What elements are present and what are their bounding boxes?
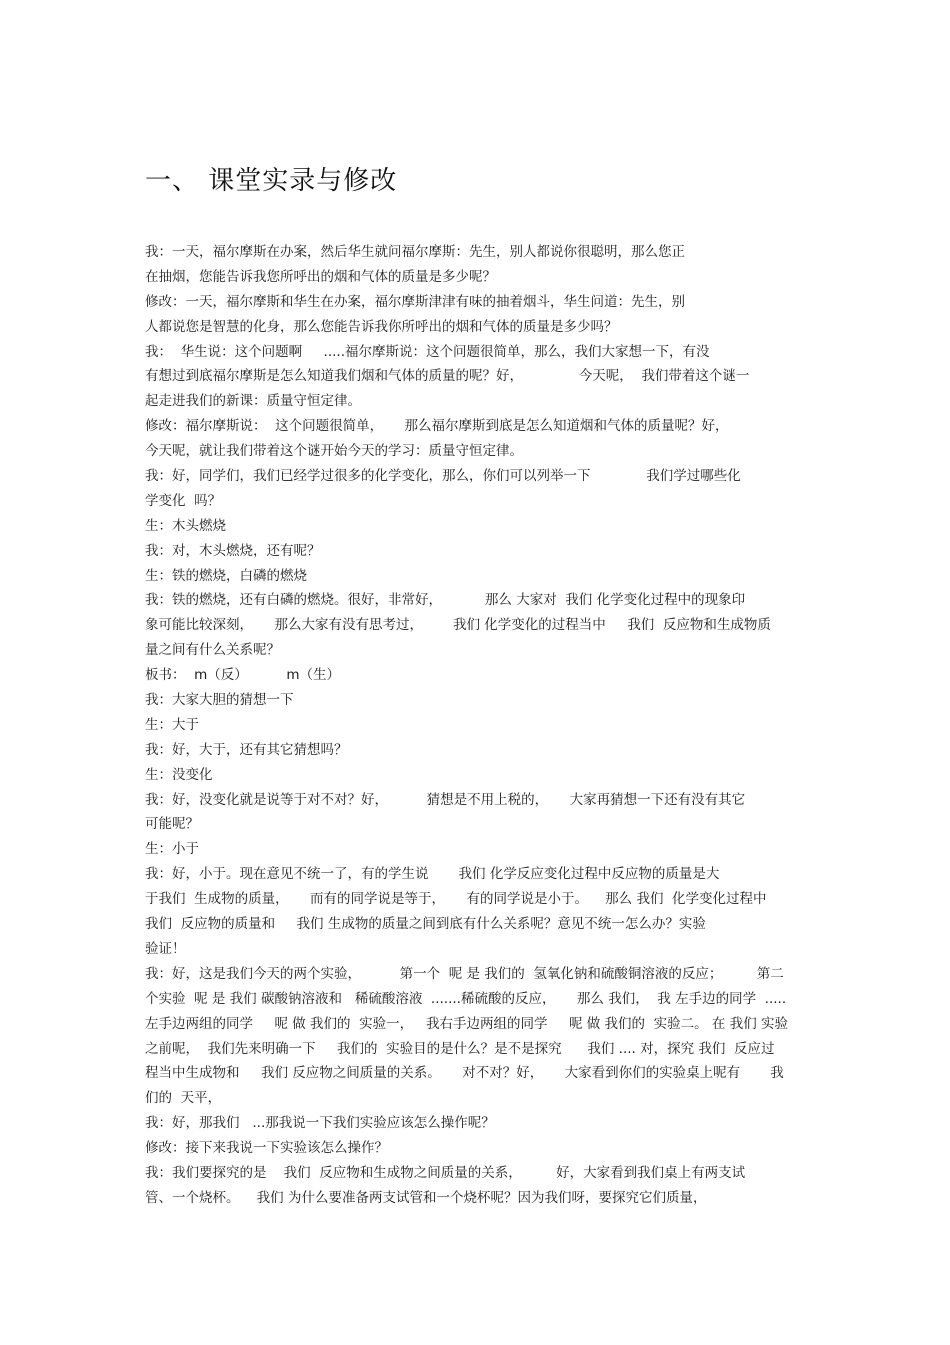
text-line: 我：好，大于，还有其它猜想吗？ <box>145 741 348 758</box>
text-line: 可能呢？ <box>145 816 199 833</box>
text-line: 生：大于 <box>145 716 199 733</box>
text-line: 于我们 生成物的质量， 而有的同学说是等于， 有的同学说是小于。 那么 我们 化学变化过程中 <box>145 891 767 908</box>
text-line: 在抽烟，您能告诉我您所呼出的烟和气体的质量是多少呢？ <box>145 268 496 285</box>
text-line: 修改：一天，福尔摩斯和华生在办案，福尔摩斯津津有味的抽着烟斗，华生问道：先生，别 <box>145 293 685 310</box>
text-line: 左手边两组的同学 呢 做 我们的 实验一， 我右手边两组的同学 呢 做 我们的 实验二。 在 我们 实验 <box>145 1015 788 1032</box>
text-line: 象可能比较深刻， 那么大家有没有思考过， 我们 化学变化的过程当中 我们 反应物和生成物质 <box>145 617 771 634</box>
text-line: 人都说您是智慧的化身，那么您能告诉我你所呼出的烟和气体的质量是多少吗？ <box>145 318 618 335</box>
text-line: 我：好，同学们，我们已经学过很多的化学变化，那么，你们可以列举一下 我们学过哪些化 <box>145 468 741 485</box>
text-line: 修改：福尔摩斯说： 这个问题很简单， 那么福尔摩斯到底是怎么知道烟和气体的质量呢？好， <box>145 418 729 435</box>
text-line: 我：好，小于。现在意见不统一了，有的学生说 我们 化学反应变化过程中反应物的质量是大 <box>145 866 720 883</box>
text-line: 我：好，那我们 ...那我说一下我们实验应该怎么操作呢？ <box>145 1115 495 1132</box>
text-line: 我：铁的燃烧，还有白磷的燃烧。很好，非常好， 那么 大家对 我们 化学变化过程中的现象印 <box>145 592 746 609</box>
text-line: 我：好，这是我们今天的两个实验， 第一个 呢 是 我们的 氢氧化钠和硫酸铜溶液的反应； 第二 <box>145 965 784 982</box>
text-line: 起走进我们的新课：质量守恒定律。 <box>145 393 361 410</box>
text-line: 我：我们要探究的是 我们 反应物和生成物之间质量的关系， 好，大家看到我们桌上有两支试 <box>145 1164 746 1181</box>
text-line: 之前呢， 我们先来明确一下 我们的 实验目的是什么？是不是探究 我们 .... 对，探究 我们 反应过 <box>145 1040 775 1057</box>
text-line: 程当中生成物和 我们 反应物之间质量的关系。 对不对？好， 大家看到你们的实验桌上呢有 我 <box>145 1065 784 1082</box>
text-line: 我：对，木头燃烧，还有呢？ <box>145 542 321 559</box>
text-line: 验证！ <box>145 940 186 957</box>
text-line: 我们 反应物的质量和 我们 生成物的质量之间到底有什么关系呢？意见不统一怎么办？实验 <box>145 916 706 933</box>
text-line: 学变化 吗？ <box>145 492 222 509</box>
text-line: 我：好，没变化就是说等于对不对？好， 猜想是不用上税的， 大家再猜想一下还有没有其它 <box>145 791 746 808</box>
text-line: 有想过到底福尔摩斯是怎么知道我们烟和气体的质量的呢？好， 今天呢， 我们带着这个谜一 <box>145 368 750 385</box>
text-line: 生：木头燃烧 <box>145 517 226 534</box>
text-line: 我： 华生说：这个问题啊 .....福尔摩斯说：这个问题很简单，那么，我们大家想一下，有没 <box>145 343 710 360</box>
text-line: 生：铁的燃烧，白磷的燃烧 <box>145 567 307 584</box>
text-line: 们的 天平， <box>145 1090 222 1107</box>
section-heading: 一、 课堂实录与修改 <box>145 166 398 196</box>
text-line: 我：一天，福尔摩斯在办案，然后华生就问福尔摩斯：先生，别人都说你很聪明，那么您正 <box>145 244 685 260</box>
transcript-body <box>145 240 810 1211</box>
text-line: 今天呢，就让我们带着这个谜开始今天的学习：质量守恒定律。 <box>145 443 523 460</box>
text-line: 板书： m（反） m（生） <box>145 667 341 684</box>
text-line: 生：小于 <box>145 841 199 858</box>
text-line: 个实验 呢 是 我们 碳酸钠溶液和 稀硫酸溶液 .......稀硫酸的反应， 那么 我们， 我 左手边的同学 ..... <box>145 990 787 1007</box>
text-line: 生：没变化 <box>145 766 213 783</box>
text-line: 我：大家大胆的猜想一下 <box>145 692 294 709</box>
text-line: 修改：接下来我说一下实验该怎么操作？ <box>145 1140 388 1157</box>
text-line: 管、一个烧杯。 我们 为什么要准备两支试管和一个烧杯呢？因为我们呀，要探究它们质量， <box>145 1189 707 1206</box>
text-line: 量之间有什么关系呢？ <box>145 642 280 659</box>
